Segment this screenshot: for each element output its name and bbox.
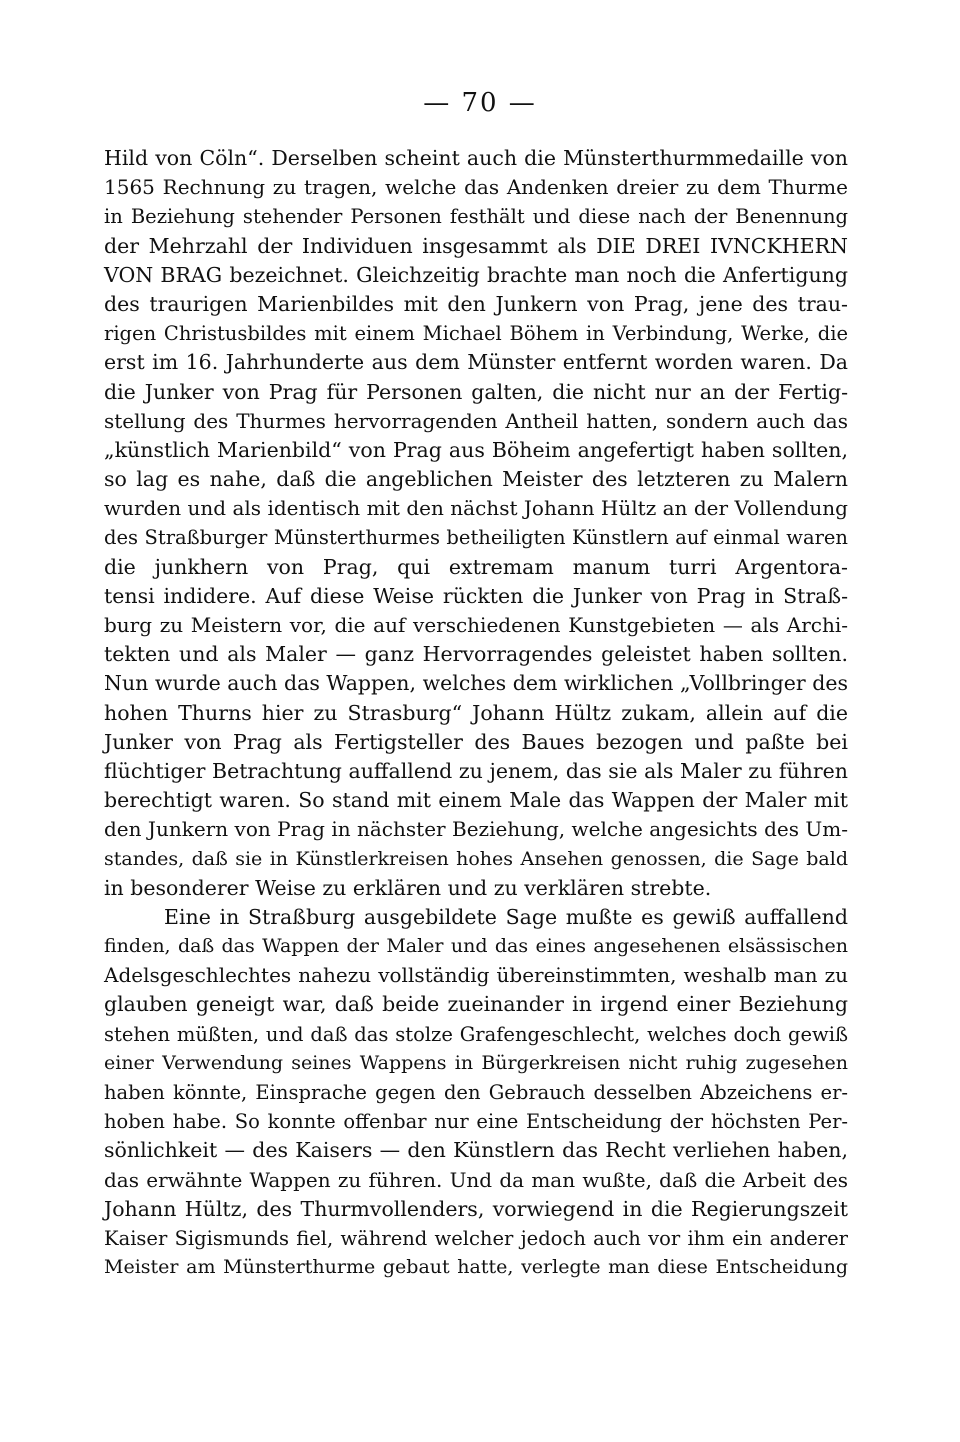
text-line: des Straßburger Münsterthurmes betheiligten Künstlern auf einmal waren (104, 526, 848, 550)
text-line: erst im 16. Jahrhunderte aus dem Münster entfernt worden waren. Da (104, 350, 848, 375)
page-number: — 70 — (423, 88, 537, 118)
text-line: burg zu Meistern vor, die auf verschiedenen Kunstgebieten — als Archi- (104, 613, 848, 637)
text-line: in besonderer Weise zu erklären und zu verklären strebte. (104, 875, 712, 900)
text-line: einer Verwendung seines Wappens in Bürgerkreisen nicht ruhig zugesehen (104, 1051, 848, 1074)
text-line: in Beziehung stehender Personen festhält und diese nach der Benennung (104, 205, 848, 229)
text-line: Kaiser Sigismunds fiel, während welcher jedoch auch vor ihm ein anderer (104, 1226, 848, 1250)
paragraph-2 (104, 903, 848, 1282)
text-line: hoben habe. So konnte offenbar nur eine Entscheidung der höchsten Per- (104, 1110, 848, 1134)
text-line: so lag es nahe, daß die angeblichen Meister des letzteren zu Malern (104, 467, 848, 492)
text-line: 1565 Rechnung zu tragen, welche das Andenken dreier zu dem Thurme (104, 175, 848, 200)
text-line: „künstlich Marienbild“ von Prag aus Böheim angefertigt haben sollten, (104, 437, 848, 462)
text-line: Adelsgeschlechtes nahezu vollständig übereinstimmten, weshalb man zu (104, 963, 848, 988)
text-line: Meister am Münsterthurme gebaut hatte, verlegte man diese Entscheidung (104, 1256, 848, 1279)
text-line: finden, daß das Wappen der Maler und das eines angesehenen elsässischen (104, 935, 848, 958)
paragraph-1 (104, 144, 848, 903)
text-line: berechtigt waren. So stand mit einem Male das Wappen der Maler mit (104, 788, 848, 813)
text-line: haben könnte, Einsprache gegen den Gebrauch desselben Abzeichens er- (104, 1081, 848, 1104)
text-line: flüchtiger Betrachtung auffallend zu jenem, das sie als Maler zu führen (104, 758, 848, 783)
text-line: hohen Thurns hier zu Strasburg“ Johann Hültz zukam, allein auf die (104, 700, 848, 725)
text-line: rigen Christusbildes mit einem Michael Böhem in Verbindung, Werke, die (104, 322, 848, 346)
text-line: wurden und als identisch mit den nächst Johann Hültz an der Vollendung (104, 496, 848, 521)
text-line: der Mehrzahl der Individuen insgesammt als DIE DREI IVNCKHERN (104, 233, 848, 258)
text-line: standes, daß sie in Künstlerkreisen hohes Ansehen genossen, die Sage bald (104, 847, 848, 870)
text-line: glauben geneigt war, daß beide zueinander in irgend einer Beziehung (104, 992, 848, 1017)
body-text (104, 144, 848, 1282)
text-line: die Junker von Prag für Personen galten, die nicht nur an der Fertig- (104, 379, 848, 404)
text-line: die junkhern von Prag, qui extremam manum turri Argentora- (104, 554, 848, 579)
text-line: tensi indidere. Auf diese Weise rückten die Junker von Prag in Straß- (104, 583, 848, 608)
text-line: stehen müßten, und daß das stolze Grafengeschlecht, welches doch gewiß (104, 1022, 848, 1046)
text-line: den Junkern von Prag in nächster Beziehung, welche angesichts des Um- (104, 817, 848, 842)
text-line: tekten und als Maler — ganz Hervorragendes geleistet haben sollten. (104, 642, 848, 667)
text-line: das erwähnte Wappen zu führen. Und da man wußte, daß die Arbeit des (104, 1167, 848, 1192)
text-line: Eine in Straßburg ausgebildete Sage mußte es gewiß auffallend (164, 904, 848, 929)
text-line: Nun wurde auch das Wappen, welches dem wirklichen „Vollbringer des (104, 671, 848, 696)
text-line: stellung des Thurmes hervorragenden Antheil hatten, sondern auch das (104, 408, 848, 433)
text-line: sönlichkeit — des Kaisers — den Künstlern das Recht verliehen haben, (104, 1138, 848, 1163)
text-line: VON BRAG bezeichnet. Gleichzeitig brachte man noch die Anfertigung (104, 262, 848, 287)
text-line: des traurigen Marienbildes mit den Junkern von Prag, jene des trau- (104, 291, 848, 316)
text-line: Junker von Prag als Fertigsteller des Baues bezogen und paßte bei (104, 729, 848, 754)
text-line: Johann Hültz, des Thurmvollenders, vorwiegend in die Regierungszeit (104, 1196, 848, 1221)
text-line: Hild von Cöln“. Derselben scheint auch die Münsterthurmmedaille von (104, 146, 848, 170)
